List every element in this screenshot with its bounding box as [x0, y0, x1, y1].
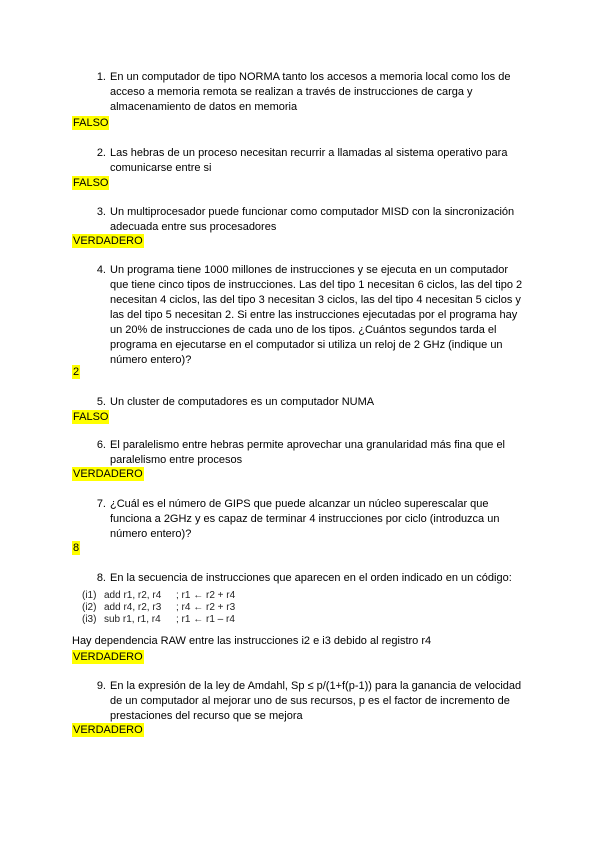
answer-9: VERDADERO — [73, 724, 143, 736]
question-text: En un computador de tipo NORMA tanto los accesos a memoria local como los de acceso a memoria remota se realizan a través de instrucciones de carga y almacenamiento de datos en memoria — [110, 71, 511, 113]
question-number: 2. — [96, 147, 106, 159]
code-line: (i1) add r1, r2, r4 ; r1 ← r2 + r4 — [82, 590, 236, 601]
question-text: Las hebras de un proceso necesitan recurrir a llamadas al sistema operativo para comunicarse entre si — [110, 147, 508, 174]
code-block — [82, 590, 235, 626]
question-text: El paralelismo entre hebras permite aprovechar una granularidad más fina que el paralelismo entre procesos — [110, 439, 506, 466]
code-line: (i3) sub r1, r1, r4 ; r1 ← r1 – r4 — [82, 614, 235, 625]
question-number: 9. — [96, 680, 106, 692]
answer-8: VERDADERO — [73, 651, 143, 663]
question-text: ¿Cuál es el número de GIPS que puede alcanzar un núcleo superescalar que funciona a 2GHz y es capaz de terminar 4 instrucciones por ciclo (introduzca un número entero)? — [110, 498, 500, 540]
question-text: Un cluster de computadores es un computador NUMA — [110, 396, 375, 408]
question-text: En la expresión de la ley de Amdahl, Sp ≤ p/(1+f(p-1)) para la ganancia de velocidad de un computador al mejorar uno de sus recursos, p es el factor de incremento de prestaciones del recurso que se mejora — [110, 680, 522, 722]
question-number: 5. — [96, 396, 106, 408]
question-8-note: Hay dependencia RAW entre las instrucciones i2 e i3 debido al registro r4 — [72, 635, 432, 647]
answer-6: VERDADERO — [73, 468, 143, 480]
answer-1: FALSO — [73, 117, 109, 129]
question-number: 7. — [96, 498, 106, 510]
question-number: 3. — [96, 206, 106, 218]
answer-7: 8 — [73, 542, 80, 554]
code-line: (i2) add r4, r2, r3 ; r4 ← r2 + r3 — [82, 602, 236, 613]
answer-3: VERDADERO — [73, 235, 143, 247]
answer-5: FALSO — [73, 411, 109, 423]
answer-2: FALSO — [73, 177, 109, 189]
question-number: 4. — [96, 264, 106, 276]
question-text: Un multiprocesador puede funcionar como computador MISD con la sincronización adecuada entre sus procesadores — [110, 206, 515, 233]
question-text: Un programa tiene 1000 millones de instrucciones y se ejecuta en un computador que tiene cinco tipos de instrucciones. Las del tipo 1 necesitan 6 ciclos, las del tipo 2 necesitan 4 ciclos, las del tipo 3 necesitan 3 ciclos, las del tipo 4 necesitan 5 ciclos y las del tipo 5 necesitan 2. Si entre las instrucciones ejecutadas por el programa hay un 20% de instrucciones de cada uno de los tipos. ¿Cuántos segundos tarda el programa en ejecutarse en el computador si utiliza un reloj de 2 GHz (indique un número entero)? — [110, 264, 523, 366]
answer-4: 2 — [73, 366, 80, 378]
question-text: En la secuencia de instrucciones que aparecen en el orden indicado en un código: — [110, 572, 512, 584]
question-number: 1. — [96, 71, 106, 83]
question-number: 6. — [96, 439, 106, 451]
question-number: 8. — [96, 572, 106, 584]
